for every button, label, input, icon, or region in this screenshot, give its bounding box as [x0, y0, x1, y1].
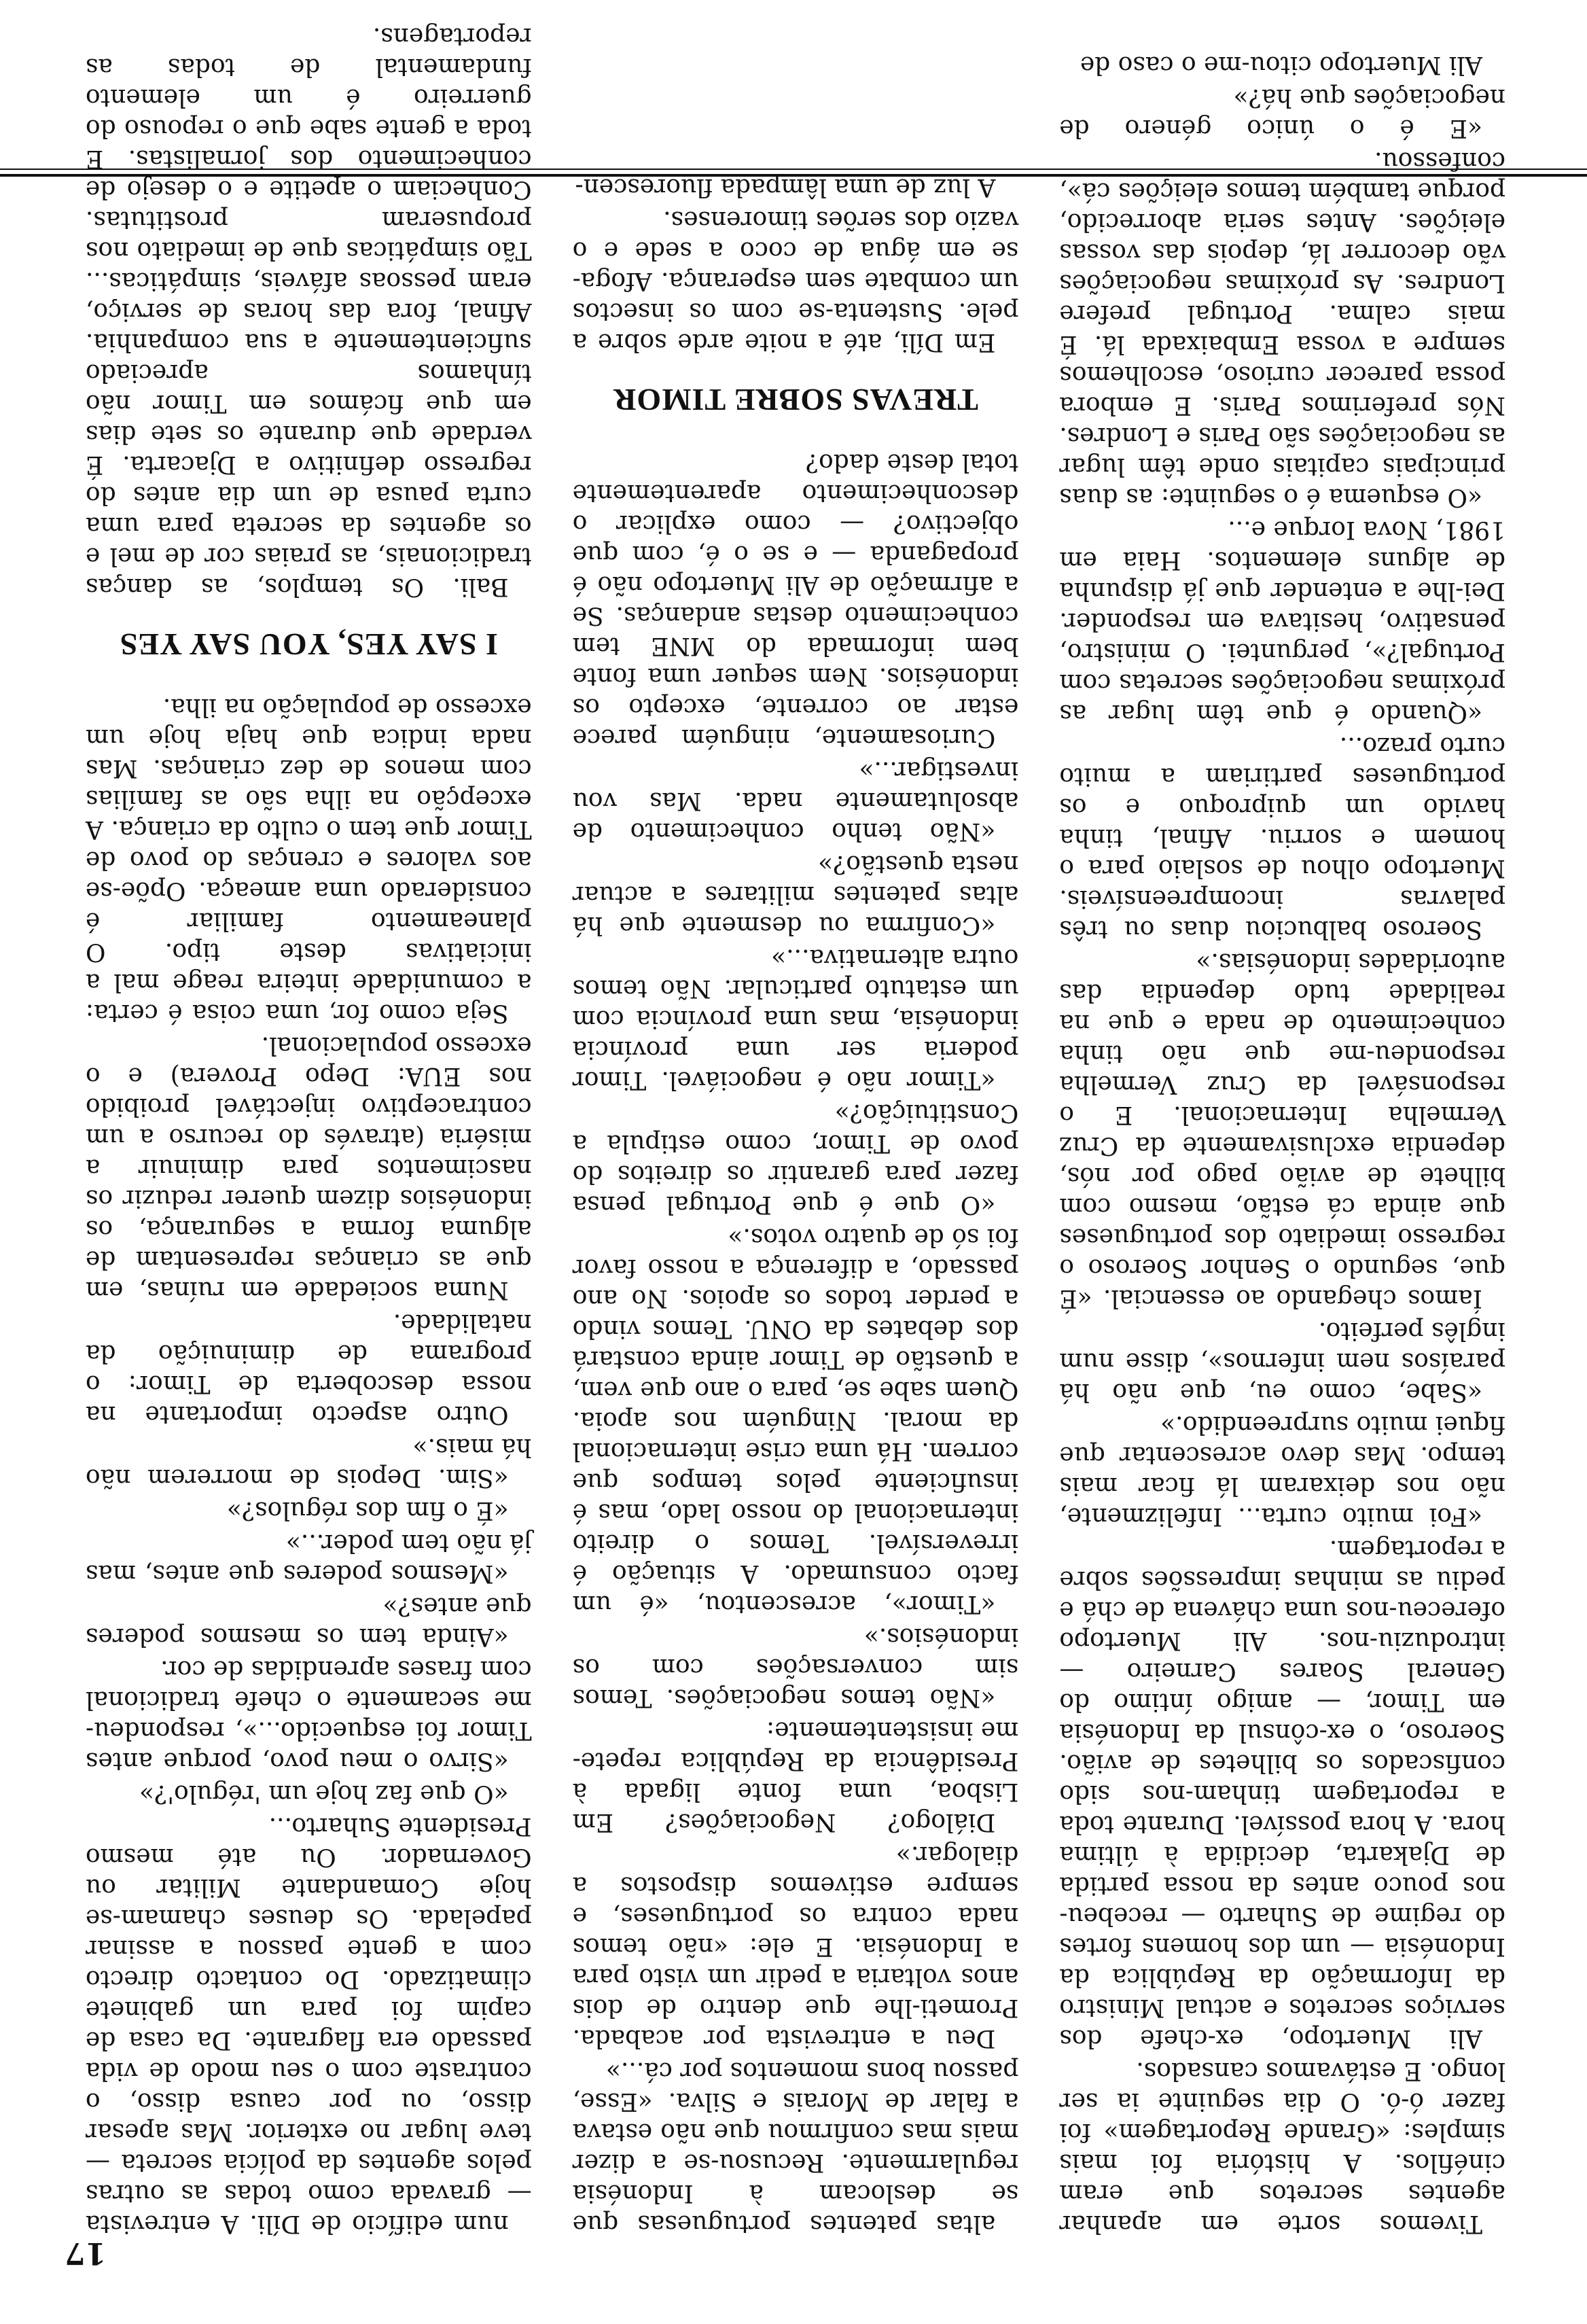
paragraph: «Sim. Depois de morrerem não há mais.» — [85, 1433, 532, 1492]
paragraph: «Não temos negociações. Temos sim conversações com os indonésios.» — [572, 1623, 1019, 1712]
paragraph: «Quando é que têm lugar as próximas negociações secretas com Portugal?», perguntei. O ministro, pensativo, hesitava em responder. Dei-lhe a entender que já dispunha de alguns elementos. Haia em 1981, Nova Iorque e... — [1059, 516, 1505, 727]
paragraph: Íamos chegando ao essencial. «É que, segundo o Senhor Soeroso o regresso imediato dos portugueses que ainda cá estão, mesmo com bilhete de avião pago por nós, dependia exclusivamente da Cruz Vermelha Internacional. E o responsável da Cruz Vermelha respondeu-me que não tinha conhecimento de nada e que na realidade tudo dependia das autoridades indonésias.» — [1059, 948, 1505, 1312]
paragraph: Em Díli, até a noite arde sobre a pele. Sustenta-se com os insectos um combate sem esperança. Afoga-se em água de coco a sede e o vazio dos serões timorenses. — [572, 206, 1019, 356]
paragraph: A luz de uma lâmpada fluorescen- — [575, 173, 996, 201]
article-column-1 — [1059, 51, 1505, 2239]
paragraph: num edifício de Díli. A entrevista — gravada como todas as outras pelos agentes da polícia secreta — teve lugar no exterior. Mas apesar disso, ou por causa disso, o contraste com o seu modo de vida passado era flagrante. Da casa de capim foi para um gabinete climatizado. Do contacto directo com a gente passou a assinar papelada. Os deuses chamam-se hoje Comandante Militar ou Governador. Ou até mesmo Presidente Suharto... — [85, 1812, 532, 2238]
bottom-rule — [0, 174, 1587, 177]
paragraph: Numa sociedade em ruínas, em que as crianças representam de alguma forma a segurança, os indonésios dizem querer reduzir os nascimentos para diminuir a miséria (através do recurso a um contraceptivo injectável proibido nos EUA: Depo Provera) e o excesso populacional. — [85, 1032, 532, 1304]
paragraph: «Timor não é negociável. Timor poderia ser uma província indonésia, mas uma província com um estatuto particular. Não temos outra alternativa...» — [572, 944, 1019, 1094]
paragraph: Ali Muertopo, ex-chefe dos serviços secretos e actual Ministro da Informação da República da Indonésia — um dos homens fortes do regime de Suharto — recebeu-nos pouco antes da nossa partida de Djakarta, decidida à última hora. A hora possível. Durante toda a reportagem tinham-nos sido confiscados os bilhetes de avião. Soeroso, o ex-cônsul da Indonésia em Timor, — amigo íntimo do General Soares Carneiro — introduziu-nos. Ali Muertopo ofereceu-nos uma chávena de chá e pediu as minhas impressões sobre a reportagem. — [1059, 1535, 1505, 2052]
paragraph: «O que faz hoje um 'régulo'?» — [139, 1780, 509, 1808]
paragraph: «Mesmos poderes que antes, mas já não tem poder...» — [85, 1529, 532, 1587]
paragraph: «É o fim dos régulos?» — [226, 1496, 509, 1524]
paragraph: «Confirma ou desmente que há altas patentes militares a actuar nesta questão?» — [572, 850, 1019, 939]
paragraph: Bali. Os templos, as danças tradicionais, as praias cor de mel e os agentes da secreta para uma curta pausa de um dia antes do regresso definitivo a Djacarta. É verdade que durante os sete dias em que ficámos em Timor não tínhamos apreciado suficientemente a sua companhia. Afinal, fora das horas de serviço, eram pessoas afáveis, simpáticas... Tão simpáticas que de imediato nos propuseram prostitutas. Conheciam o apetite e o desejo de conhecimento dos jornalistas. E toda a gente sabe que o repouso do guerreiro é um elemento fundamental de todas as reportagens. — [85, 22, 532, 601]
paragraph: Curiosamente, ninguém parece estar ao corrente, excepto os indonésios. Nem sequer uma fonte bem informada do MNE tem conhecimento destas andanças. Se a afirmação de Ali Muertopo não é propaganda — e se o é, com que objectivo? — como explicar o desconhecimento aparentemente total deste dado? — [572, 448, 1019, 752]
paragraph: «Foi muito curta... Infelizmente, não nos deixaram lá ficar mais tempo. Mas devo acrescentar que fiquei muito surpreendido.» — [1059, 1411, 1505, 1530]
section-heading: TREVAS SOBRE TIMOR — [613, 383, 978, 417]
paragraph: Seja como for, uma coisa é certa: a comunidade inteira reage mal a iniciativas deste tipo. O planeamento familiar é considerado uma ameaça. Opõe-se aos valores e crenças do povo de Timor que tem o culto da criança. A excepção na ilha são as famílias com menos de dez crianças. Mas nada indica que haja hoje um excesso de população na ilha. — [85, 693, 532, 1027]
article-column-3 — [85, 22, 532, 2239]
article-column-2 — [572, 173, 1019, 2239]
paragraph: «Ainda tem os mesmos poderes que antes?» — [85, 1592, 532, 1651]
paragraph: «Sabe, como eu, que não há paraísos nem infernos», disse num inglês perfeito. — [1059, 1317, 1505, 1406]
bottom-rule-thin — [0, 169, 1587, 170]
paragraph: altas patentes portuguesas que se deslocam à Indonésia regularmente. Recusou-se a dizer mais mas confirmou que não estava a falar de Morais e Silva. «Esse, passou bons momentos por cá...» — [572, 2057, 1019, 2238]
paragraph: «E é o único género de negociações que há?» — [1059, 84, 1505, 142]
paragraph: Deu a entrevista por acabada. Prometi-lhe que dentro de dois anos voltaria a pedir um visto para a Indonésia. E ele: «não temos nada contra os portugueses, e sempre estivemos dispostos a dialogar.» — [572, 1841, 1019, 2052]
paragraph: «Timor», acrescentou, «é um facto consumado. A situação é irreversível. Temos o direito internacional do nosso lado, mas é insuficiente pelos tempos que correm. Há uma crise internacional da moral. Ninguém nos apoia. Quem sabe se, para o ano que vem, a questão de Timor ainda constará dos debates da ONU. Temos vindo a perder todos os apoios. No ano passado, a diferença a nosso favor foi só de quatro votos.» — [572, 1223, 1019, 1618]
paragraph: «Sirvo o meu povo, porque antes Timor foi esquecido...», respondeu-me secamente o chefe tradicional com frases aprendidas de cor. — [85, 1655, 532, 1775]
section-heading: I SAY YES, YOU SAY YES — [119, 627, 498, 662]
page-number: 17 — [65, 2236, 107, 2270]
paragraph: «O esquema é o seguinte: as duas principais capitais onde têm lugar as negociações são Paris e Londres. Nós preferimos Paris. E embora possa parecer curioso, escolhemos sempre a vossa Embaixada lá. É mais calma. Portugal prefere Londres. As próximas negociações vão decorrer lá, depois das vossas eleições. Antes seria aborrecido, porque também temos eleições cá», confessou. — [1059, 147, 1505, 511]
article-columns — [85, 22, 1505, 2239]
paragraph: «Não tenho conhecimento de absolutamente nada. Mas vou investigar...» — [572, 756, 1019, 845]
paragraph: Ali Muertopo citou-me o caso de — [1080, 51, 1482, 79]
paragraph: Soeroso balbuciou duas ou três palavras incompreensíveis. Muertopo olhou de soslaio para o homem e sorriu. Afinal, tinha havido um quiproquo e os portugueses partiriam a muito curto prazo... — [1059, 732, 1505, 943]
paragraph: «O que é que Portugal pensa fazer para garantir os direitos do povo de Timor, como estipula a Constituição?» — [572, 1099, 1019, 1218]
paragraph: Tivemos sorte em apanhar agentes secretos que eram cinéfilos. A história foi mais simples: «Grande Reportagem» foi fazer ó-ó. O dia seguinte ia ser longo. E estávamos cansados. — [1059, 2057, 1505, 2238]
paragraph: Outro aspecto importante na nossa descoberta de Timor: o programa de diminuição da natalidade. — [85, 1309, 532, 1428]
paragraph: Diálogo? Negociações? Em Lisboa, uma fonte ligada à Presidência da República repete-me insistentemente: — [572, 1716, 1019, 1836]
